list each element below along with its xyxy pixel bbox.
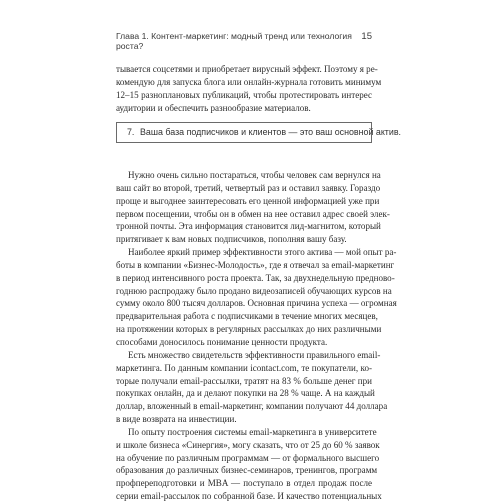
text-line: покупках онлайн, да и делают покупки на 28 % чаще. А на каждый xyxy=(116,388,375,399)
text-line: Нужно очень сильно постараться, чтобы человек сам вернулся на xyxy=(128,170,381,180)
text-line: боты в компании «Бизнес-Молодость», где я отвечал за email-маркетинг xyxy=(116,259,395,270)
text-line: ваш сайт во второй, третий, четвертый раз и оставил заявку. Гораздо xyxy=(116,182,381,193)
text-line: комендую для запуска блога или онлайн-журнала готовить минимум xyxy=(116,76,382,87)
text-line: профпереподготовки и MBA — поступало в отдел продаж после xyxy=(116,478,372,489)
text-line: проще и выгоднее заинтересовать его ценной информацией уже при xyxy=(116,195,380,206)
text-line: предварительная работа с подписчиками в течение многих месяцев, xyxy=(116,311,378,322)
text-line: сумму около 800 тысяч долларов. Основная причина успеха — огромная xyxy=(116,298,397,309)
text-line: на протяжении которых в регулярных рассылках до них различными xyxy=(116,324,382,335)
text-line: 12–15 разноплановых публикаций, чтобы протестировать интерес xyxy=(116,89,372,100)
running-header xyxy=(116,31,372,51)
text-line: доллар, вложенный в email-маркетинг, компании получают 44 доллара xyxy=(116,401,388,412)
text-line: тронной почты. Эта информация становится лид-магнитом, который xyxy=(116,221,381,232)
page-number: 15 xyxy=(361,31,372,42)
text-line: притягивает к вам новых подписчиков, пополняя вашу базу. xyxy=(116,234,347,245)
text-line: образования до различных бизнес-семинаров, тренингов, программ xyxy=(116,465,378,476)
text-line: в виде возврата на инвестиции. xyxy=(116,414,237,425)
text-line: аудитории и обеспечить разнообразие материалов. xyxy=(116,102,311,113)
text-line: в период интенсивного роста проекта. Так, за двухнедельную предново- xyxy=(116,272,395,283)
text-line: на обучение по различным программам — от формального высшего xyxy=(116,452,380,463)
text-line: годнюю распродажу было продано видеозаписей обучающих курсов на xyxy=(116,285,392,296)
callout-box xyxy=(116,122,402,143)
text-line: торые получали email-рассылки, тратят на 83 % больше денег при xyxy=(116,375,372,386)
text-line: маркетинга. По данным компании icontact.com, те покупатели, ко- xyxy=(116,362,372,373)
text-line: тывается соцсетями и приобретает вирусный эффект. Поэтому я ре- xyxy=(116,64,378,74)
text-line: способами доносилось понимание ценности продукта. xyxy=(116,336,328,347)
intro-paragraph xyxy=(116,63,382,114)
text-line: По опыту построения системы email-маркетинга в университете xyxy=(128,426,377,437)
callout-number: 7. xyxy=(127,127,135,137)
text-line: Наиболее яркий пример эффективности этого актива — мой опыт ра- xyxy=(128,247,397,258)
text-line: серии email-рассылок по собранной базе. И качество потенциальных xyxy=(116,491,382,502)
body-text xyxy=(116,169,397,503)
text-line: и школе бизнеса «Синергия», могу сказать, что от 25 до 60 % заявок xyxy=(116,439,380,450)
text-line: Есть множество свидетельств эффективности правильного email- xyxy=(128,349,381,360)
text-line: первом посещении, чтобы он в обмен на нее оставил адрес своей элек- xyxy=(116,208,390,219)
callout-text: Ваша база подписчиков и клиентов — это ваш основной актив. xyxy=(140,127,402,137)
chapter-title: Глава 1. Контент-маркетинг: модный тренд или технология роста? xyxy=(116,31,352,51)
